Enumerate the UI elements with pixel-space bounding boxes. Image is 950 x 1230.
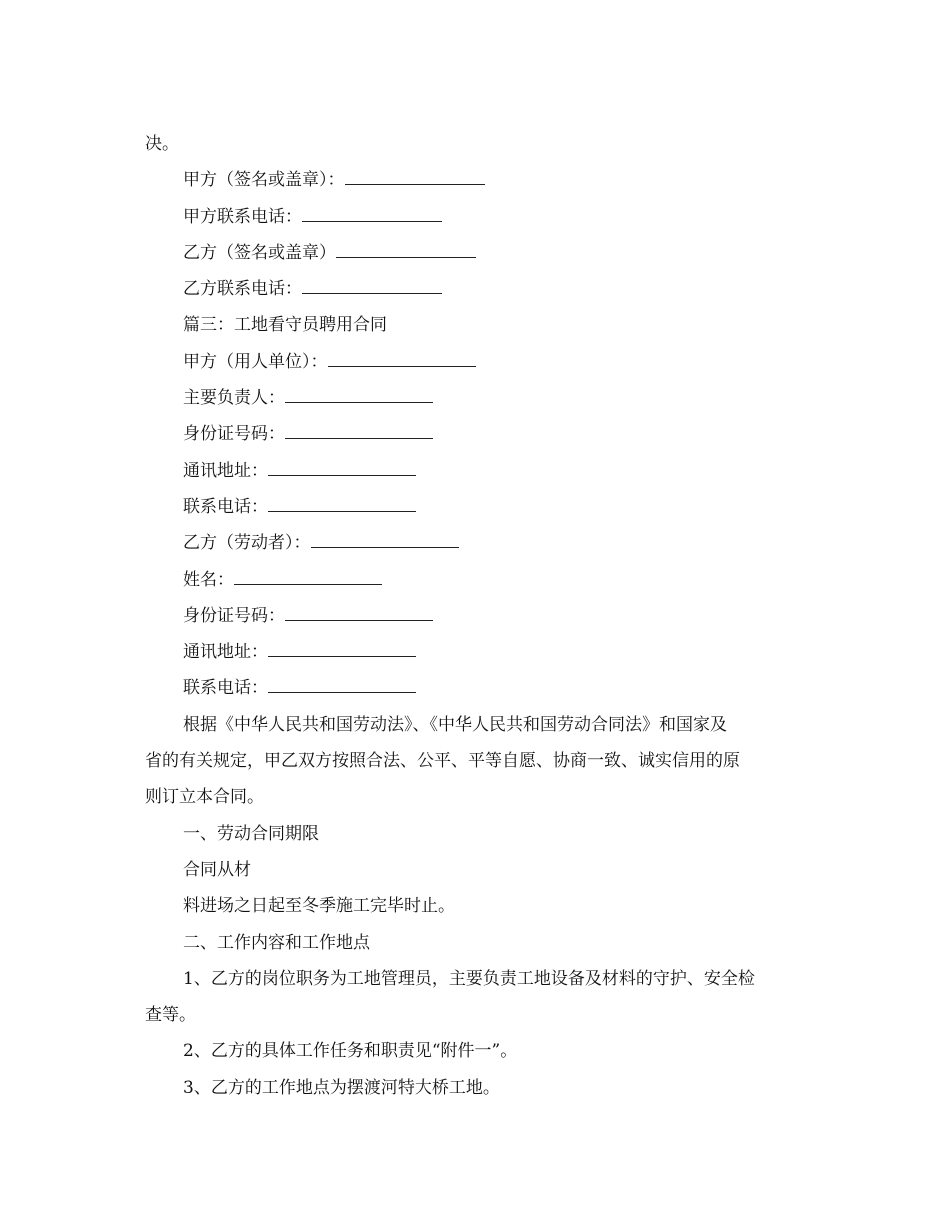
work-heading: 二、工作内容和工作地点 <box>183 932 370 953</box>
employer-phone-line <box>145 489 810 525</box>
basis-paragraph-line-3: 则订立本合同。 <box>145 787 264 808</box>
term-heading: 一、劳动合同期限 <box>183 823 319 844</box>
employer-label: 甲方（用人单位）： <box>183 351 328 372</box>
party-a-signature-blank <box>345 169 485 185</box>
basis-paragraph-line-2: 省的有关规定，甲乙双方按照合法、公平、平等自愿、协商一致、诚实信用的原 <box>145 751 740 772</box>
item-3: 3、乙方的工作地点为摆渡河特大桥工地。 <box>183 1077 500 1098</box>
document-page <box>145 126 810 1106</box>
worker-name-label: 姓名： <box>183 569 234 590</box>
text-line: 决。 <box>145 134 179 154</box>
term-line-2: 料进场之日起至冬季施工完毕时止。 <box>183 896 455 917</box>
party-b-signature-label: 乙方（签名或盖章） <box>183 242 336 263</box>
worker-label: 乙方（劳动者）： <box>183 533 311 554</box>
worker-id-line <box>145 598 810 634</box>
employer-phone-label: 联系电话： <box>183 496 268 517</box>
worker-id-blank <box>285 605 433 621</box>
worker-address-blank <box>268 641 416 657</box>
worker-phone-label: 联系电话： <box>183 678 268 699</box>
employer-line <box>145 344 810 380</box>
employer-address-blank <box>268 459 416 475</box>
party-b-signature-line <box>145 235 810 271</box>
worker-id-label: 身份证号码： <box>183 605 285 626</box>
party-b-phone-line <box>145 271 810 307</box>
party-b-phone-label: 乙方联系电话： <box>183 279 302 300</box>
section-title: 篇三：工地看守员聘用合同 <box>183 315 387 336</box>
employer-phone-blank <box>268 496 416 512</box>
employer-id-line <box>145 416 810 452</box>
employer-id-label: 身份证号码： <box>183 424 285 445</box>
party-a-signature-label: 甲方（签名或盖章）： <box>183 170 345 191</box>
worker-name-blank <box>234 568 382 584</box>
item-1-line-2: 查等。 <box>145 1005 196 1026</box>
worker-line <box>145 525 810 561</box>
worker-phone-blank <box>268 677 416 693</box>
employer-address-line <box>145 453 810 489</box>
principal-line <box>145 380 810 416</box>
worker-phone-line <box>145 670 810 706</box>
party-b-phone-blank <box>302 278 442 294</box>
principal-label: 主要负责人： <box>183 388 285 409</box>
item-1-line-1: 1、乙方的岗位职务为工地管理员，主要负责工地设备及材料的守护、安全检 <box>183 968 755 989</box>
party-a-phone-line <box>145 199 810 235</box>
principal-blank <box>285 387 433 403</box>
party-a-phone-blank <box>302 205 442 221</box>
party-a-signature-line <box>145 162 810 198</box>
employer-blank <box>328 350 476 366</box>
term-line-1: 合同从材 <box>183 859 251 880</box>
worker-address-line <box>145 634 810 670</box>
party-b-signature-blank <box>336 242 476 258</box>
worker-address-label: 通讯地址： <box>183 642 268 663</box>
party-a-phone-label: 甲方联系电话： <box>183 206 302 227</box>
employer-id-blank <box>285 423 433 439</box>
employer-address-label: 通讯地址： <box>183 460 268 481</box>
worker-name-line <box>145 562 810 598</box>
item-2: 2、乙方的具体工作任务和职责见“附件一”。 <box>183 1041 518 1062</box>
basis-paragraph-line-1: 根据《中华人民共和国劳动法》、《中华人民共和国劳动合同法》和国家及 <box>183 714 727 735</box>
worker-blank <box>311 532 459 548</box>
